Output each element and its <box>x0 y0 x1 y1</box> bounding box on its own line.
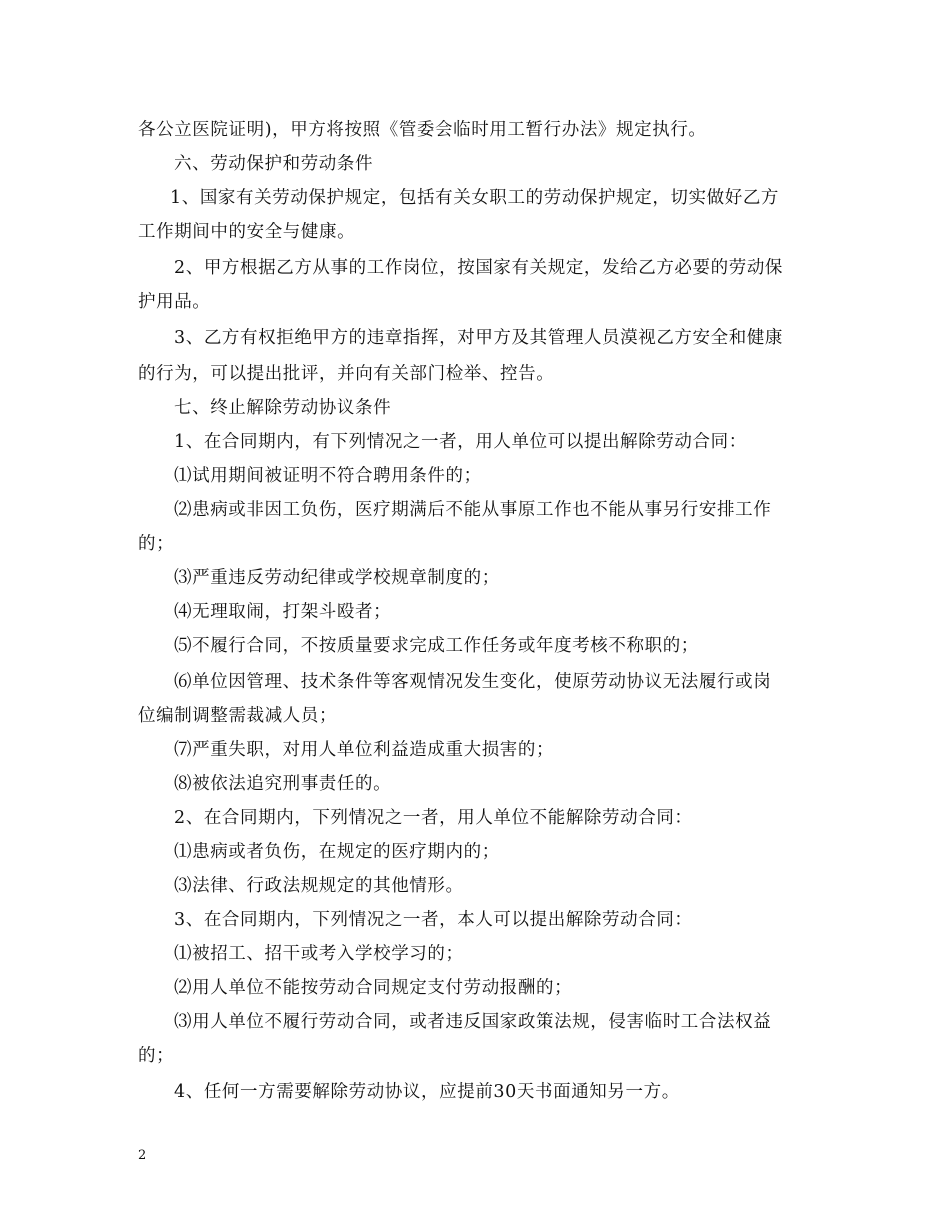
list-item: ⑵用人单位不能按劳动合同规定支付劳动报酬的； <box>174 978 573 998</box>
text-line: 3、在合同期内，下列情况之一者，本人可以提出解除劳动合同： <box>174 910 693 930</box>
section-heading: 七、终止解除劳动协议条件 <box>174 398 392 418</box>
list-item: ⑴试用期间被证明不符合聘用条件的； <box>174 466 482 486</box>
section-heading: 六、劳动保护和劳动条件 <box>174 154 374 174</box>
text-line: 的； <box>138 1046 175 1066</box>
text-line: 1、国家有关劳动保护规定，包括有关女职工的劳动保护规定，切实做好乙方 <box>170 188 780 208</box>
text-line: 的行为，可以提出批评，并向有关部门检举、控告。 <box>138 364 555 384</box>
list-item: ⑹单位因管理、技术条件等客观情况发生变化，使原劳动协议无法履行或岗 <box>174 672 772 692</box>
text-line: 4、任何一方需要解除劳动协议，应提前30天书面通知另一方。 <box>174 1082 680 1102</box>
text-line: 2、甲方根据乙方从事的工作岗位，按国家有关规定，发给乙方必要的劳动保 <box>174 258 784 278</box>
list-item: ⑸不履行合同，不按质量要求完成工作任务或年度考核不称职的； <box>174 636 699 656</box>
text-line: 各公立医院证明)，甲方将按照《管委会临时用工暂行办法》规定执行。 <box>138 120 707 140</box>
text-line: 2、在合同期内，下列情况之一者，用人单位不能解除劳动合同： <box>174 808 693 828</box>
list-item: ⑶严重违反劳动纪律或学校规章制度的； <box>174 568 500 588</box>
list-item: ⑵患病或非因工负伤，医疗期满后不能从事原工作也不能从事另行安排工作 <box>174 500 772 520</box>
text-line: 工作期间中的安全与健康。 <box>138 222 356 242</box>
list-item: ⑻被依法追究刑事责任的。 <box>174 774 392 794</box>
text-line: 护用品。 <box>138 292 211 312</box>
text-line: 的； <box>138 534 175 554</box>
list-item: ⑶用人单位不履行劳动合同，或者违反国家政策法规，侵害临时工合法权益 <box>174 1012 772 1032</box>
text-line: 3、乙方有权拒绝甲方的违章指挥，对甲方及其管理人员漠视乙方安全和健康 <box>174 328 784 348</box>
page-number: 2 <box>138 1148 147 1163</box>
text-line: 1、在合同期内，有下列情况之一者，用人单位可以提出解除劳动合同： <box>174 432 747 452</box>
list-item: ⑴被招工、招干或考入学校学习的； <box>174 944 464 964</box>
list-item: ⑺严重失职，对用人单位利益造成重大损害的； <box>174 740 555 760</box>
list-item: ⑷无理取闹，打架斗殴者； <box>174 602 392 622</box>
list-item: ⑴患病或者负伤，在规定的医疗期内的； <box>174 842 500 862</box>
list-item: ⑶法律、行政法规规定的其他情形。 <box>174 876 464 896</box>
text-line: 位编制调整需裁减人员； <box>138 706 338 726</box>
